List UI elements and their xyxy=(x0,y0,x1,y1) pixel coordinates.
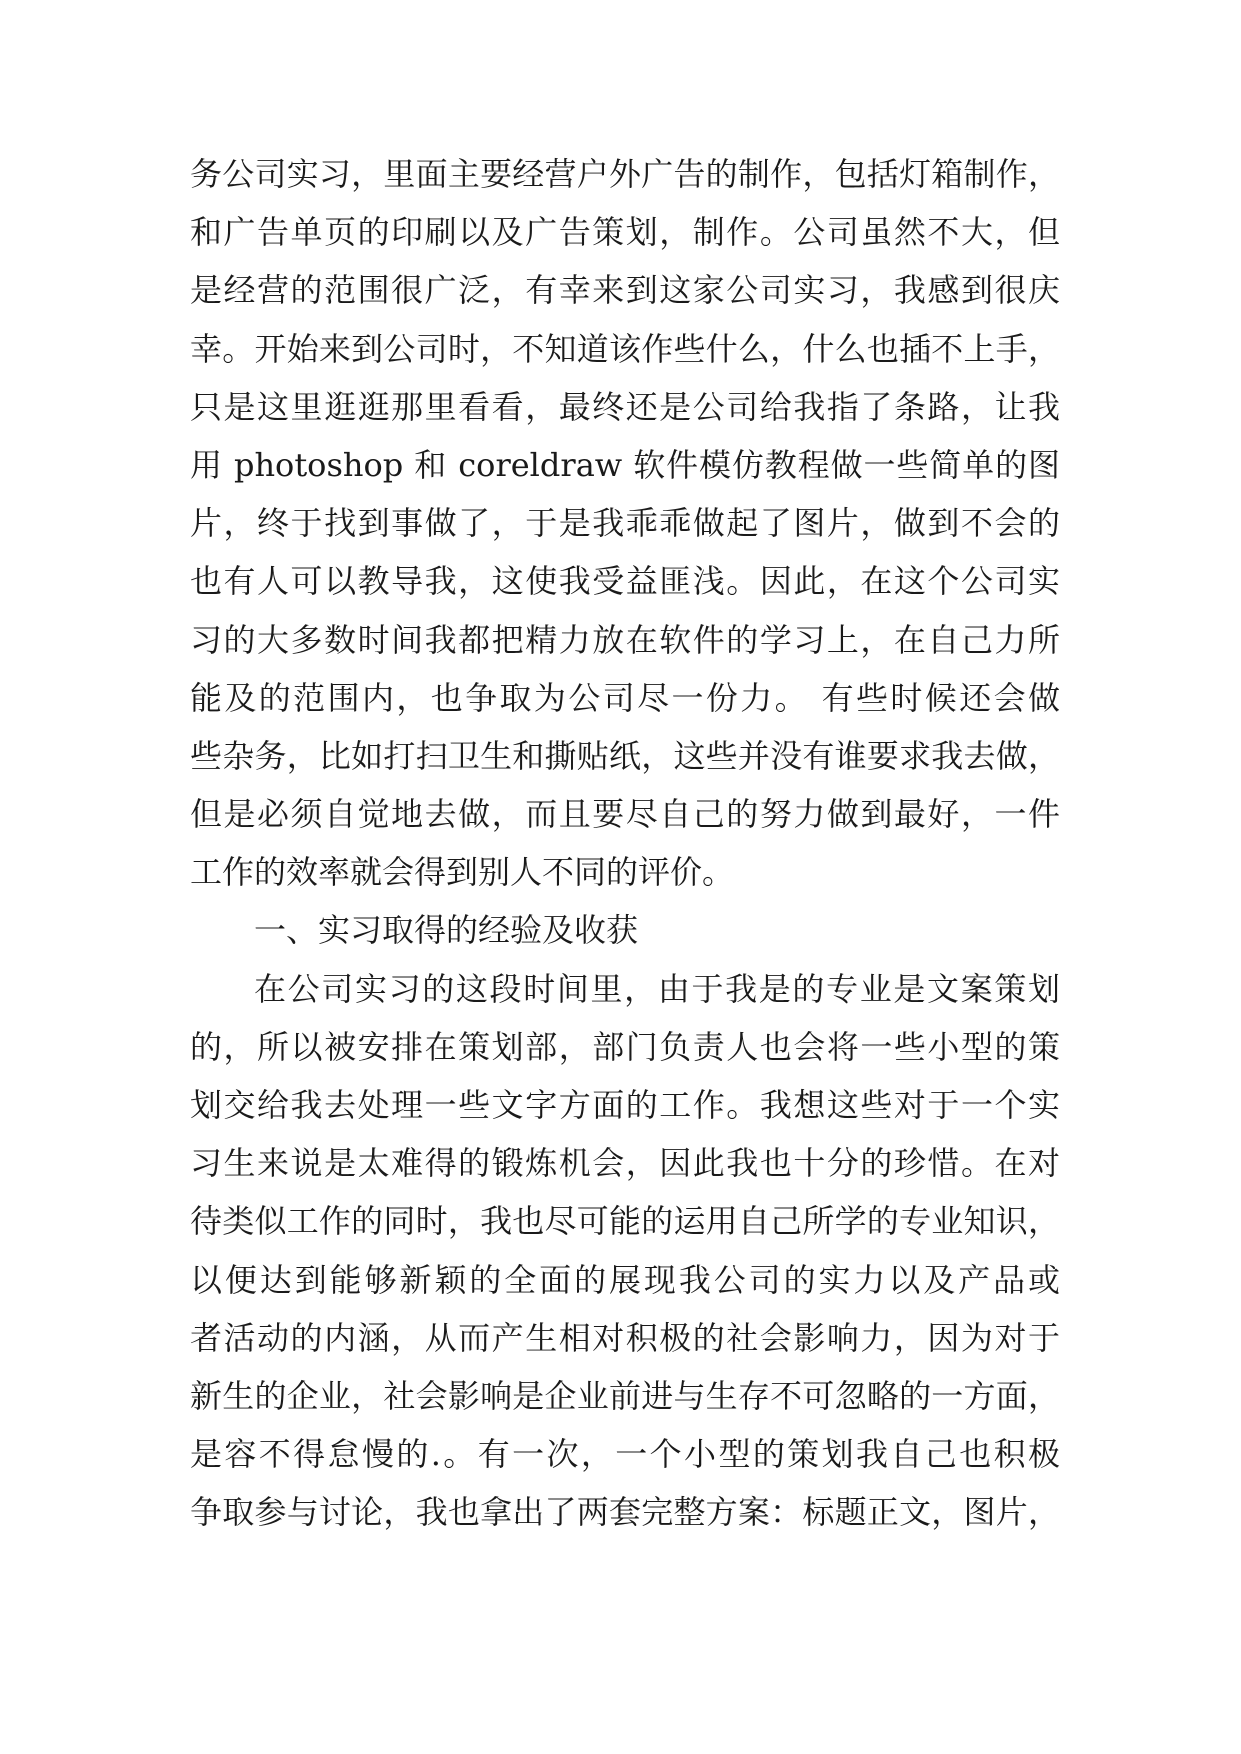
text-line: 待类似工作的同时，我也尽可能的运用自己所学的专业知识， xyxy=(190,1202,1060,1241)
text-line: 划交给我去处理一些文字方面的工作。我想这些对于一个实 xyxy=(190,1086,1060,1124)
text-line: 是容不得怠慢的.。有一次，一个小型的策划我自己也积极 xyxy=(190,1435,1060,1474)
text-line: 能及的范围内，也争取为公司尽一份力。 有些时候还会做 xyxy=(190,678,1060,717)
text-line: 也有人可以教导我，这使我受益匪浅。因此，在这个公司实 xyxy=(190,562,1060,601)
text-line: 片，终于找到事做了，于是我乖乖做起了图片，做到不会的 xyxy=(190,504,1060,543)
text-line: 者活动的内涵，从而产生相对积极的社会影响力，因为对于 xyxy=(190,1318,1060,1357)
text-line: 争取参与讨论，我也拿出了两套完整方案：标题正文，图片， xyxy=(190,1493,1060,1532)
text-line: 习生来说是太难得的锻炼机会，因此我也十分的珍惜。在对 xyxy=(190,1144,1060,1183)
text-line: 新生的企业，社会影响是企业前进与生存不可忽略的一方面， xyxy=(190,1376,1060,1415)
text-line: 只是这里逛逛那里看看，最终还是公司给我指了条路，让我 xyxy=(190,387,1060,426)
text-line: 习的大多数时间我都把精力放在软件的学习上，在自己力所 xyxy=(190,620,1060,659)
text-line: 幸。开始来到公司时，不知道该作些什么，什么也插不上手， xyxy=(190,329,1060,368)
text-line: 务公司实习，里面主要经营户外广告的制作，包括灯箱制作， xyxy=(190,155,1060,193)
text-line: 但是必须自觉地去做，而且要尽自己的努力做到最好，一件 xyxy=(190,795,1060,834)
text-line: 在公司实习的这段时间里，由于我是的专业是文案策划 xyxy=(254,969,1060,1008)
text-line: 用 photoshop 和 coreldraw 软件模仿教程做一些简单的图 xyxy=(190,445,1060,484)
text-line: 和广告单页的印刷以及广告策划，制作。公司虽然不大，但 xyxy=(190,213,1060,252)
text-line: 是经营的范围很广泛，有幸来到这家公司实习，我感到很庆 xyxy=(190,271,1060,310)
text-line: 以便达到能够新颖的全面的展现我公司的实力以及产品或 xyxy=(190,1260,1060,1299)
text-line: 工作的效率就会得到别人不同的评价。 xyxy=(190,853,735,892)
text-line: 的，所以被安排在策划部，部门负责人也会将一些小型的策 xyxy=(190,1027,1060,1066)
section-heading: 一、实习取得的经验及收获 xyxy=(254,911,639,950)
body-text xyxy=(190,145,1060,1542)
text-line: 些杂务，比如打扫卫生和撕贴纸，这些并没有谁要求我去做， xyxy=(190,736,1060,775)
